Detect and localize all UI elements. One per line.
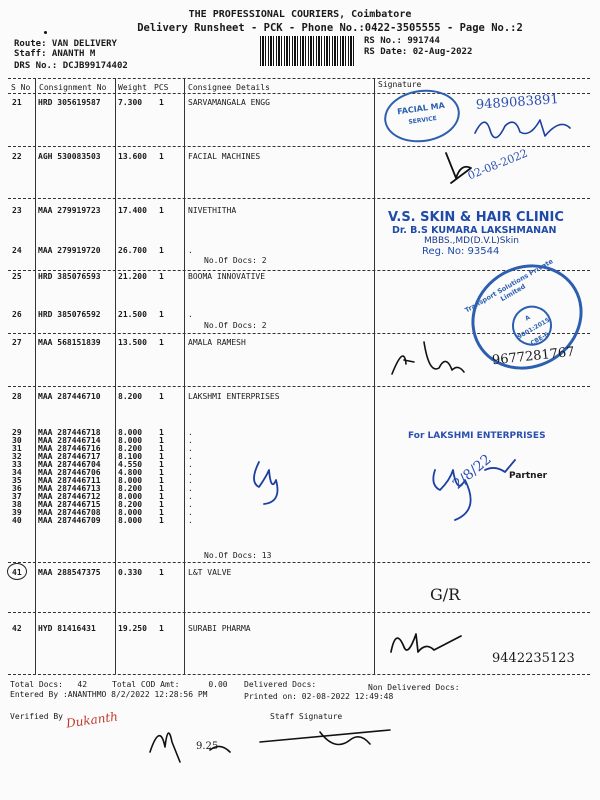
row-cons: MAA 287446717 [38, 452, 101, 461]
row-wt: 8.200 [118, 500, 143, 509]
row-cons: MAA 287446709 [38, 516, 101, 525]
partner-label: Partner [509, 471, 548, 481]
docs-note: No.Of Docs: 2 [204, 321, 267, 330]
row-name: . [188, 500, 193, 509]
row-name: . [188, 508, 193, 517]
row-name: BOOMA INNOVATIVE [188, 272, 266, 281]
row-sno: 33 [12, 460, 22, 469]
drs-number: DRS No.: DCJB99174402 [14, 61, 128, 71]
docs-note: No.Of Docs: 13 [204, 551, 272, 560]
row-sno: 35 [12, 476, 22, 485]
col-pcs: PCS [154, 83, 169, 92]
handwritten-date: 2/8/22 [449, 451, 495, 493]
row-wt: 13.500 [118, 338, 147, 347]
row-pcs: 1 [159, 98, 164, 107]
row-sno: 24 [12, 246, 22, 255]
row-name: AMALA RAMESH [188, 338, 246, 347]
row-wt: 0.330 [118, 568, 143, 577]
signature-mark [244, 452, 299, 507]
handwritten-phone: 9442235123 [492, 651, 575, 666]
row-name: . [188, 452, 193, 461]
row-wt: 4.550 [118, 460, 143, 469]
company-name: THE PROFESSIONAL COURIERS, Coimbatore [188, 9, 412, 20]
handwritten-gr: G/R [430, 585, 461, 604]
row-name: . [188, 246, 193, 255]
row-sno: 42 [12, 624, 22, 633]
row-wt: 8.100 [118, 452, 143, 461]
row-pcs: 1 [159, 436, 164, 445]
row-sno: 23 [12, 206, 22, 215]
circle-mark [7, 563, 27, 580]
row-pcs: 1 [159, 392, 164, 401]
row-sno: 40 [12, 516, 22, 525]
row-cons: MAA 287446713 [38, 484, 101, 493]
row-pcs: 1 [159, 500, 164, 509]
row-cons: MAA 279919720 [38, 246, 101, 255]
row-cons: MAA 287446718 [38, 428, 101, 437]
signature-mark [386, 622, 466, 662]
facial-stamp [381, 85, 463, 147]
row-rule [8, 612, 590, 613]
row-sno: 21 [12, 98, 22, 107]
non-delivered-docs: Non Delivered Docs: [368, 683, 460, 692]
row-wt: 8.000 [118, 476, 143, 485]
row-name: NIVETHITHA [188, 206, 237, 215]
row-cons: HRD 385076593 [38, 272, 101, 281]
row-cons: HYD 81416431 [38, 624, 96, 633]
row-sno: 29 [12, 428, 22, 437]
staff-signature [140, 712, 400, 772]
row-sno: 41 [12, 568, 22, 577]
row-wt: 8.200 [118, 484, 143, 493]
clinic-reg: Reg. No: 93544 [422, 246, 500, 257]
row-wt: 13.600 [118, 152, 147, 161]
row-cons: MAA 287446710 [38, 392, 101, 401]
stamp-subtext: SERVICE [408, 115, 438, 126]
handwritten-time: 9.25 [196, 741, 219, 752]
docs-note: No.Of Docs: 2 [204, 256, 267, 265]
handwritten-date: 02-08-2022 [465, 146, 530, 183]
row-wt: 8.000 [118, 492, 143, 501]
clinic-degree: MBBS.,MD(D.V.L)Skin [424, 236, 519, 246]
row-cons: HRD 305619587 [38, 98, 101, 107]
row-rule [8, 198, 590, 199]
handwritten-phone: 9489083891 [475, 92, 560, 113]
row-cons: AGH 530083503 [38, 152, 101, 161]
row-name: L&T VALVE [188, 568, 232, 577]
row-sno: 27 [12, 338, 22, 347]
row-sno: 39 [12, 508, 22, 517]
row-name: LAKSHMI ENTERPRISES [188, 392, 280, 401]
row-cons: MAA 568151839 [38, 338, 101, 347]
barcode [260, 36, 355, 66]
row-rule [8, 386, 590, 387]
row-pcs: 1 [159, 272, 164, 281]
row-cons: MAA 287446706 [38, 468, 101, 477]
row-pcs: 1 [159, 310, 164, 319]
row-name: . [188, 476, 193, 485]
row-pcs: 1 [159, 508, 164, 517]
row-name: FACIAL MACHINES [188, 152, 261, 161]
row-cons: MAA 287446716 [38, 444, 101, 453]
row-pcs: 1 [159, 246, 164, 255]
row-sno: 25 [12, 272, 22, 281]
row-pcs: 1 [159, 484, 164, 493]
table-bottom-rule [8, 674, 590, 675]
staff: Staff: ANANTH M [14, 49, 96, 59]
col-divider [35, 78, 36, 674]
row-sno: 26 [12, 310, 22, 319]
table-top-rule [8, 78, 590, 79]
row-wt: 8.000 [118, 516, 143, 525]
row-wt: 17.400 [118, 206, 147, 215]
signature-mark [470, 108, 580, 143]
row-sno: 30 [12, 436, 22, 445]
printed-on: Printed on: 02-08-2022 12:49:48 [244, 692, 394, 701]
row-pcs: 1 [159, 516, 164, 525]
row-name: . [188, 460, 193, 469]
row-sno: 36 [12, 484, 22, 493]
runsheet-title: Delivery Runsheet - PCK - Phone No.:0422-3505555 - Page No.:2 [137, 22, 523, 34]
stamp-text: FACIAL MA [396, 100, 446, 117]
row-cons: MAA 287446714 [38, 436, 101, 445]
total-docs: Total Docs: 42 [10, 680, 88, 689]
clinic-doctor: Dr. B.S KUMARA LAKSHMANAN [392, 225, 557, 236]
rs-number: RS No.: 991744 [364, 36, 440, 46]
row-wt: 21.200 [118, 272, 147, 281]
row-cons: MAA 279919723 [38, 206, 101, 215]
clinic-stamp [388, 210, 564, 257]
row-pcs: 1 [159, 428, 164, 437]
row-cons: MAA 287446715 [38, 500, 101, 509]
row-name: . [188, 428, 193, 437]
row-sno: 34 [12, 468, 22, 477]
col-sno: S No [11, 83, 31, 92]
row-cons: MAA 287446711 [38, 476, 101, 485]
rs-date: RS Date: 02-Aug-2022 [364, 47, 473, 57]
col-divider [184, 78, 185, 674]
row-name: . [188, 484, 193, 493]
row-wt: 8.200 [118, 444, 143, 453]
col-weight: Weight [118, 83, 147, 92]
row-sno: 22 [12, 152, 22, 161]
col-consignee: Consignee Details [188, 83, 270, 92]
row-wt: 8.200 [118, 392, 143, 401]
clinic-name: V.S. SKIN & HAIR CLINIC [388, 210, 564, 225]
row-rule [8, 146, 590, 147]
row-name: . [188, 310, 193, 319]
row-sno: 38 [12, 500, 22, 509]
col-divider [374, 78, 375, 674]
delivered-docs: Delivered Docs: [244, 680, 317, 689]
row-cons: MAA 288547375 [38, 568, 101, 577]
signature-mark [384, 334, 494, 384]
row-name: SARVAMANGALA ENGG [188, 98, 270, 107]
row-name: . [188, 516, 193, 525]
row-sno: 31 [12, 444, 22, 453]
header-bottom-rule [8, 93, 590, 94]
row-wt: 19.250 [118, 624, 147, 633]
col-signature: Signature [378, 80, 422, 89]
row-wt: 21.500 [118, 310, 147, 319]
row-pcs: 1 [159, 152, 164, 161]
row-sno: 28 [12, 392, 22, 401]
row-rule [8, 562, 590, 563]
row-pcs: 1 [159, 338, 164, 347]
row-sno: 32 [12, 452, 22, 461]
row-pcs: 1 [159, 624, 164, 633]
row-name: . [188, 492, 193, 501]
lakshmi-stamp: For LAKSHMI ENTERPRISES [408, 431, 546, 441]
col-consignment: Consignment No [39, 83, 107, 92]
row-wt: 7.300 [118, 98, 143, 107]
row-pcs: 1 [159, 476, 164, 485]
row-cons: MAA 287446712 [38, 492, 101, 501]
dot-mark [44, 31, 47, 34]
row-wt: 4.800 [118, 468, 143, 477]
row-name: . [188, 436, 193, 445]
row-wt: 26.700 [118, 246, 147, 255]
row-pcs: 1 [159, 492, 164, 501]
row-pcs: 1 [159, 206, 164, 215]
verified-by-label: Verified By [10, 712, 63, 721]
verified-signature: Dukanth [65, 709, 119, 731]
row-wt: 8.000 [118, 508, 143, 517]
route: Route: VAN DELIVERY [14, 39, 117, 49]
row-pcs: 1 [159, 568, 164, 577]
col-divider [115, 78, 116, 674]
row-pcs: 1 [159, 460, 164, 469]
row-cons: MAA 287446708 [38, 508, 101, 517]
row-pcs: 1 [159, 468, 164, 477]
total-cod: Total COD Amt: 0.00 [112, 680, 228, 689]
row-cons: HRD 385076592 [38, 310, 101, 319]
row-name: . [188, 468, 193, 477]
row-wt: 8.000 [118, 436, 143, 445]
stamp-text: Transport Solutions Private Limited [463, 257, 555, 315]
row-pcs: 1 [159, 444, 164, 453]
stamp-inner: A 9001:2015 CBE-6 [505, 298, 560, 353]
row-sno: 37 [12, 492, 22, 501]
handwritten-phone: 9677281767 [491, 344, 576, 369]
staff-signature-label: Staff Signature [270, 712, 343, 721]
entered-by: Entered By :ANANTHMO 8/2/2022 12:28:56 PM [10, 690, 208, 699]
row-name: SURABI PHARMA [188, 624, 251, 633]
row-pcs: 1 [159, 452, 164, 461]
row-wt: 8.000 [118, 428, 143, 437]
row-cons: MAA 287446704 [38, 460, 101, 469]
row-name: . [188, 444, 193, 453]
